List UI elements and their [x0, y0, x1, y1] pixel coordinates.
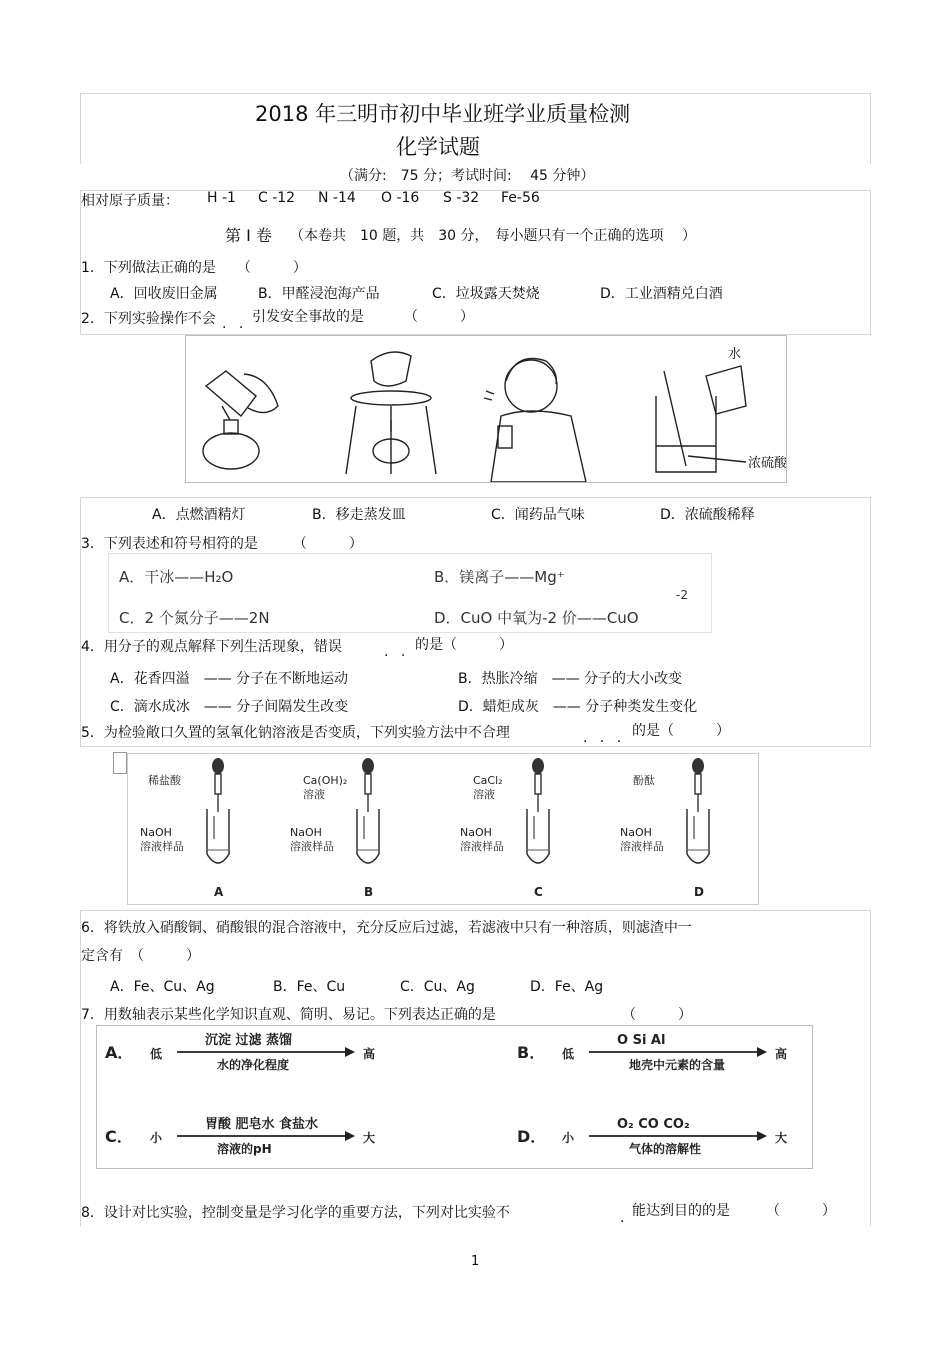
atomic-mass-o: O -16: [381, 190, 420, 206]
q5-sample-label: 溶液样品: [460, 840, 504, 853]
q7-stem: 7．用数轴表示某些化学知识直观、简明、易记。下列表达正确的是: [81, 1007, 496, 1023]
q1-option-c: C．垃圾露天焚烧: [432, 286, 540, 302]
q5-option-letter: A: [214, 885, 224, 899]
q7-number-lines: [97, 1026, 812, 1168]
q5-reagent-label: 溶液: [473, 788, 495, 801]
q5-sample-label: NaOH: [460, 826, 492, 839]
atomic-mass-label: 相对原子质量：: [81, 193, 179, 209]
q1-option-b: B．甲醛浸泡海产品: [258, 286, 380, 302]
q1-stem: 1．下列做法正确的是 （ ）: [81, 260, 307, 276]
q7-figure: [96, 1025, 813, 1169]
q4-stem-b: 的是（ ）: [415, 637, 513, 653]
q7-axis-top-label: 沉淀 过滤 蒸馏: [205, 1033, 293, 1048]
q2-figure: [185, 335, 787, 483]
dropper-bulb-icon: [212, 758, 224, 774]
q2-label-acid: 浓硫酸: [748, 456, 786, 471]
q7-axis-bottom-label: 地壳中元素的含量: [629, 1058, 726, 1072]
test-tube-icon: [687, 809, 709, 863]
q6-option-c: C．Cu、Ag: [400, 979, 475, 995]
smelling-person-icon: [484, 359, 586, 483]
test-tube-icon: [527, 809, 549, 863]
arrow-right-icon: [345, 1047, 355, 1057]
q7-axis-bottom-label: 气体的溶解性: [629, 1142, 702, 1156]
test-tube-icon: [357, 809, 379, 863]
section-title: 第 Ⅰ 卷: [225, 226, 272, 245]
q4-emphasis-dots: . .: [384, 644, 410, 660]
q7-axis-right-label: 大: [775, 1131, 788, 1145]
dropper-tube-icon: [215, 774, 221, 794]
q2-option-c: C．闻药品气味: [491, 507, 585, 523]
q7-axis-left-label: 低: [562, 1047, 575, 1061]
section-note: （本卷共 10 题，共 30 分， 每小题只有一个正确的选项 ）: [290, 228, 696, 244]
q4-stem-a: 4．用分子的观点解释下列生活现象，错误: [81, 639, 342, 655]
q5-reagent-label: CaCl₂: [473, 774, 503, 787]
q6-line1: 6．将铁放入硝酸铜、硝酸银的混合溶液中，充分反应后过滤，若滤液中只有一种溶质，则滤渣中一: [81, 920, 692, 936]
q5-sample-label: 溶液样品: [620, 840, 664, 853]
q5-sample-label: 溶液样品: [140, 840, 184, 853]
q5-emphasis-dots: . . .: [583, 730, 626, 746]
exam-meta: （满分: 75 分；考试时间: 45 分钟）: [340, 168, 595, 184]
q2-label-water: 水: [728, 347, 742, 362]
q2-option-a: A．点燃酒精灯: [152, 507, 246, 523]
q5-sample-label: NaOH: [140, 826, 172, 839]
atomic-mass-n: N -14: [318, 190, 356, 206]
q5-option-letter: C: [534, 885, 543, 899]
q8-stem-b: 能达到目的的是: [632, 1203, 730, 1219]
dropper-bulb-icon: [532, 758, 544, 774]
q5-small-marker: [113, 752, 127, 774]
q7-option-letter: C．: [105, 1127, 133, 1146]
q6-line2: 定含有 （ ）: [81, 948, 200, 964]
q7-axis-bottom-label: 溶液的pH: [217, 1142, 272, 1156]
q5-option-letter: D: [694, 885, 704, 899]
q6-option-d: D．Fe、Ag: [530, 979, 604, 995]
q3-option-c: C．2 个氮分子——2N: [119, 609, 270, 627]
q5-test-tubes: [128, 754, 758, 904]
q7-axis-left-label: 小: [150, 1131, 163, 1145]
evaporating-dish-icon: [346, 352, 436, 474]
q5-reagent-label: 溶液: [303, 788, 325, 801]
q5-sample-label: NaOH: [290, 826, 322, 839]
q2-option-d: D．浓硫酸稀释: [660, 507, 755, 523]
atomic-mass-s: S -32: [443, 190, 480, 206]
arrow-right-icon: [757, 1047, 767, 1057]
page-title: 2018 年三明市初中毕业班学业质量检测: [255, 102, 631, 126]
q3-option-d: D．CuO 中氧为-2 价——CuO: [434, 609, 639, 627]
q5-figure: [127, 753, 759, 905]
q3-option-b: B．镁离子——Mg⁺: [434, 568, 565, 586]
q6-option-a: A．Fe、Cu、Ag: [110, 979, 215, 995]
dropper-bulb-icon: [362, 758, 374, 774]
q1-option-d: D．工业酒精兑白酒: [600, 286, 723, 302]
q5-reagent-label: Ca(OH)₂: [303, 774, 348, 787]
q7-paren: （ ）: [622, 1007, 692, 1023]
q7-axis-left-label: 小: [562, 1131, 575, 1145]
q4-option-b: B．热胀冷缩 —— 分子的大小改变: [458, 671, 683, 687]
q2-paren: （ ）: [404, 309, 474, 325]
q5-sample-label: 溶液样品: [290, 840, 334, 853]
arrow-right-icon: [757, 1131, 767, 1141]
test-tube-icon: [207, 809, 229, 863]
q4-option-c: C．滴水成冰 —— 分子间隔发生改变: [110, 699, 349, 715]
subject-title: 化学试题: [396, 135, 480, 159]
q8-stem-a: 8．设计对比实验，控制变量是学习化学的重要方法，下列对比实验不: [81, 1205, 510, 1221]
dilution-beaker-icon: [656, 366, 746, 472]
q2-lab-illustrations: [186, 336, 786, 482]
q2-option-b: B．移走蒸发皿: [312, 507, 406, 523]
atomic-mass-c: C -12: [258, 190, 296, 206]
q7-option-letter: D．: [517, 1127, 547, 1146]
alcohol-lamp-icon: [203, 371, 278, 469]
atomic-mass-h: H -1: [207, 190, 236, 206]
q8-emphasis-dots: .: [620, 1210, 629, 1226]
q7-axis-top-label: O₂ CO CO₂: [617, 1117, 690, 1132]
dropper-tube-icon: [695, 774, 701, 794]
q7-axis-top-label: O Si Al: [617, 1033, 666, 1048]
q3-option-a: A．干冰——H₂O: [119, 568, 234, 586]
q5-stem-b: 的是（ ）: [632, 723, 730, 739]
q4-option-a: A．花香四溢 —— 分子在不断地运动: [110, 671, 349, 687]
q4-option-d: D．蜡炬成灰 —— 分子种类发生变化: [458, 699, 698, 715]
q3-superscript: -2: [676, 588, 688, 602]
q5-reagent-label: 稀盐酸: [148, 774, 181, 787]
q5-stem-a: 5．为检验敞口久置的氢氧化钠溶液是否变质，下列实验方法中不合理: [81, 725, 510, 741]
q7-axis-right-label: 大: [363, 1131, 376, 1145]
page-number: 1: [471, 1254, 480, 1269]
q3-stem: 3．下列表述和符号相符的是 （ ）: [81, 536, 363, 552]
q6-option-b: B．Fe、Cu: [273, 979, 346, 995]
q7-option-letter: B．: [517, 1043, 546, 1062]
q7-axis-top-label: 胃酸 肥皂水 食盐水: [205, 1117, 319, 1132]
q2-emphasis-dots: . .: [222, 316, 248, 332]
atomic-mass-fe: Fe-56: [501, 190, 540, 206]
q5-sample-label: NaOH: [620, 826, 652, 839]
dropper-tube-icon: [365, 774, 371, 794]
q7-axis-bottom-label: 水的净化程度: [217, 1058, 290, 1072]
q2-stem-b: 引发安全事故的是: [252, 309, 364, 325]
q7-axis-right-label: 高: [363, 1047, 376, 1061]
q1-option-a: A．回收废旧金属: [110, 286, 218, 302]
q5-reagent-label: 酚酞: [633, 774, 655, 787]
q7-axis-right-label: 高: [775, 1047, 788, 1061]
q2-stem-a: 2．下列实验操作不会: [81, 311, 216, 327]
dropper-tube-icon: [535, 774, 541, 794]
q7-axis-left-label: 低: [150, 1047, 163, 1061]
q3-options-box: [108, 553, 712, 633]
q8-paren: （ ）: [766, 1203, 836, 1219]
q7-option-letter: A．: [105, 1043, 134, 1062]
arrow-right-icon: [345, 1131, 355, 1141]
dropper-bulb-icon: [692, 758, 704, 774]
q5-option-letter: B: [364, 885, 374, 899]
